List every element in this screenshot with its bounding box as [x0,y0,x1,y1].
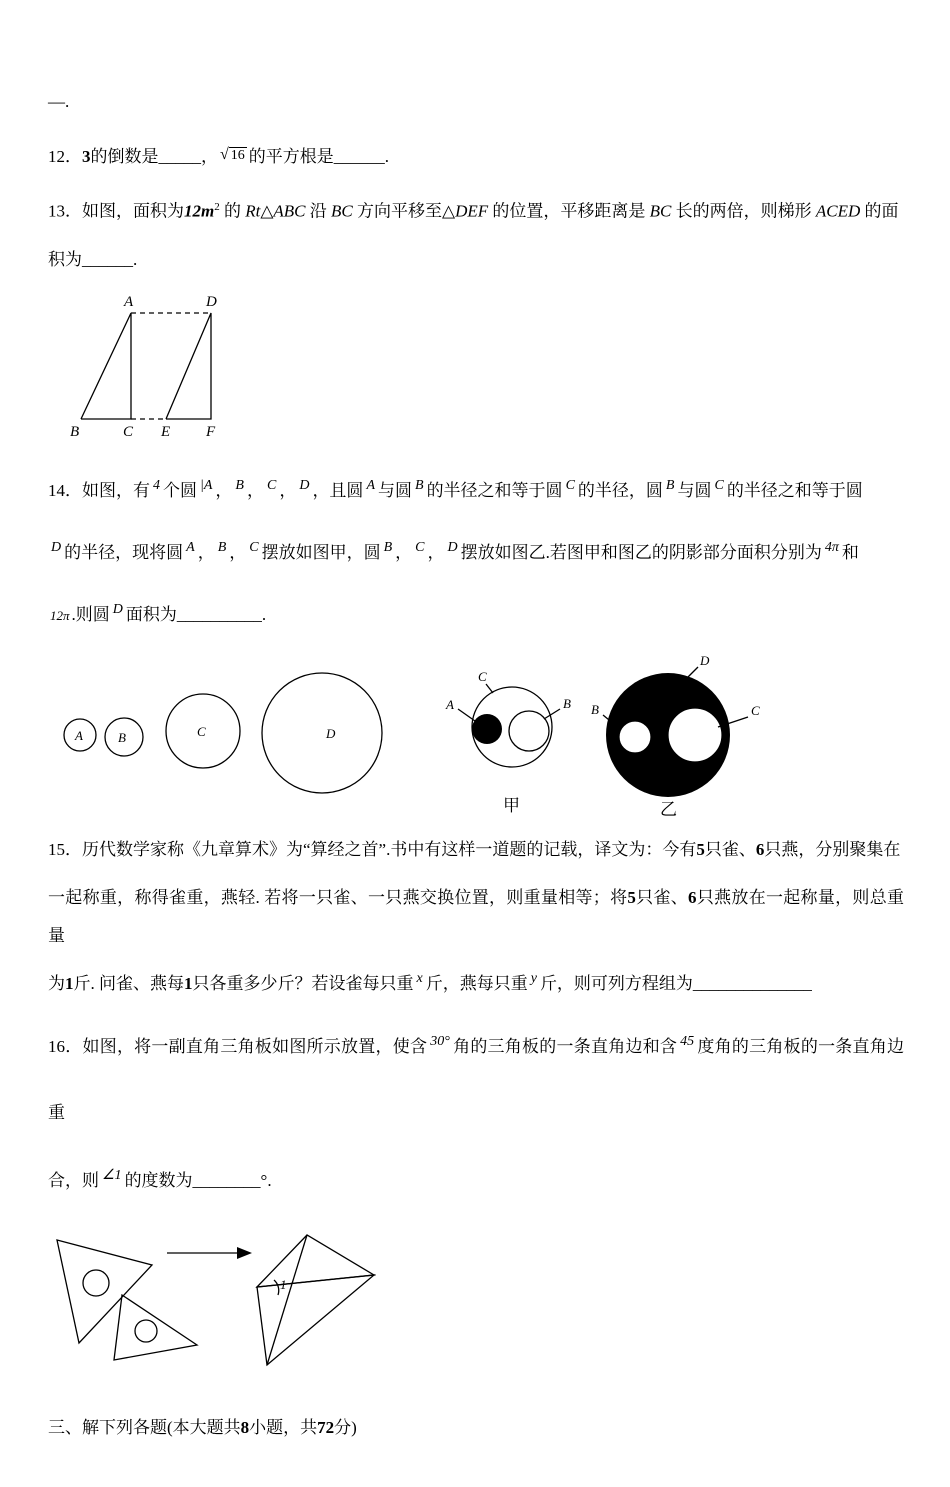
label-C: C [123,423,134,440]
question-16-text-line2: 合，则 $^{\angle 1}$ 的度数为________°. [48,1167,272,1190]
figure-q14-circles [50,651,904,819]
question-15-text-line3: 为1斤. 问雀、燕每1只各重多少斤？若设雀每只重 $^x$ 斤，燕每只重 $^y$ 斤，则可列方程组为______________ [48,970,812,993]
angle-1-label: 1 [280,1276,287,1292]
yi-label-C: C [751,702,760,718]
yi-label-B: B [591,701,599,717]
figure-q13-triangles [56,291,904,443]
circle-label-D: D [326,725,336,741]
section-3-heading: 三、解下列各题(本大题共8小题，共72分) [48,1417,357,1437]
question-14-text-line2: $^D$ 的半径，现将圆 $^A$ ， $^B$ ， $^C$ 摆放如图甲，圆 $^B$ ， $^C$ ， $^D$ 摆放如图乙.若图甲和图乙的阴影部分面积分别为 $^{4\pi}$ 和 [51,539,859,562]
question-14-text-line1: 14．如图，有 $^4$ 个圆 $^{|A}$ ， $^B$ ， $^C$ ， $^D$ ，且圆 $^A$ 与圆 $^B$ 的半径之和等于圆 $^C$ 的半径，圆 $^B$ 与圆 $^C$ 的半径之和等于圆 [48,477,863,500]
yi-caption: 乙 [660,799,677,819]
question-14-text-line3: 12π .则圆 $^D$ 面积为__________. [50,601,267,624]
circle-label-B: B [118,729,126,745]
circle-label-A: A [75,727,83,743]
yi-label-D: D [700,652,710,668]
circle-label-C: C [197,723,206,739]
jia-label-A: A [446,696,454,712]
label-B: B [70,423,80,440]
question-13-text-line1: 13．如图，面积为$12m^2$ 的 Rt△ABC 沿 BC 方向平移至△DEF 的位置，平移距离是 BC 长的两倍，则梯形 ACED 的面 [48,201,899,221]
figure-q16-set-squares [52,1225,904,1393]
question-15-text-line1: 15．历代数学家称《九章算术》为“算经之首”.书中有这样一道题的记载，译文为：今有5只雀、6只燕，分别聚集在 [48,839,901,859]
question-15-text-line2: 一起称重，称得雀重，燕轻. 若将一只雀、一只燕交换位置，则重量相等；将5只雀、6只燕放在一起称量，则总重量 [48,887,905,945]
jia-label-B: B [563,695,571,711]
jia-caption: 甲 [503,795,520,815]
label-F: F [206,423,216,440]
label-A: A [124,293,134,310]
label-E: E [161,423,171,440]
question-13-text-line2: 积为______. [48,249,138,269]
question-16-text-line1: 16．如图，将一副直角三角板如图所示放置，使含 $^{30^\circ}$ 角的三角板的一条直角边和含 $^{45}$ 度角的三角板的一条直角边重 [48,1033,905,1122]
question-12-text: 12．3的倒数是_____， √ 16 的平方根是______. [48,146,390,166]
label-D: D [206,293,217,310]
answer-blank-fragment: —. [48,92,70,111]
jia-label-C: C [478,668,487,684]
